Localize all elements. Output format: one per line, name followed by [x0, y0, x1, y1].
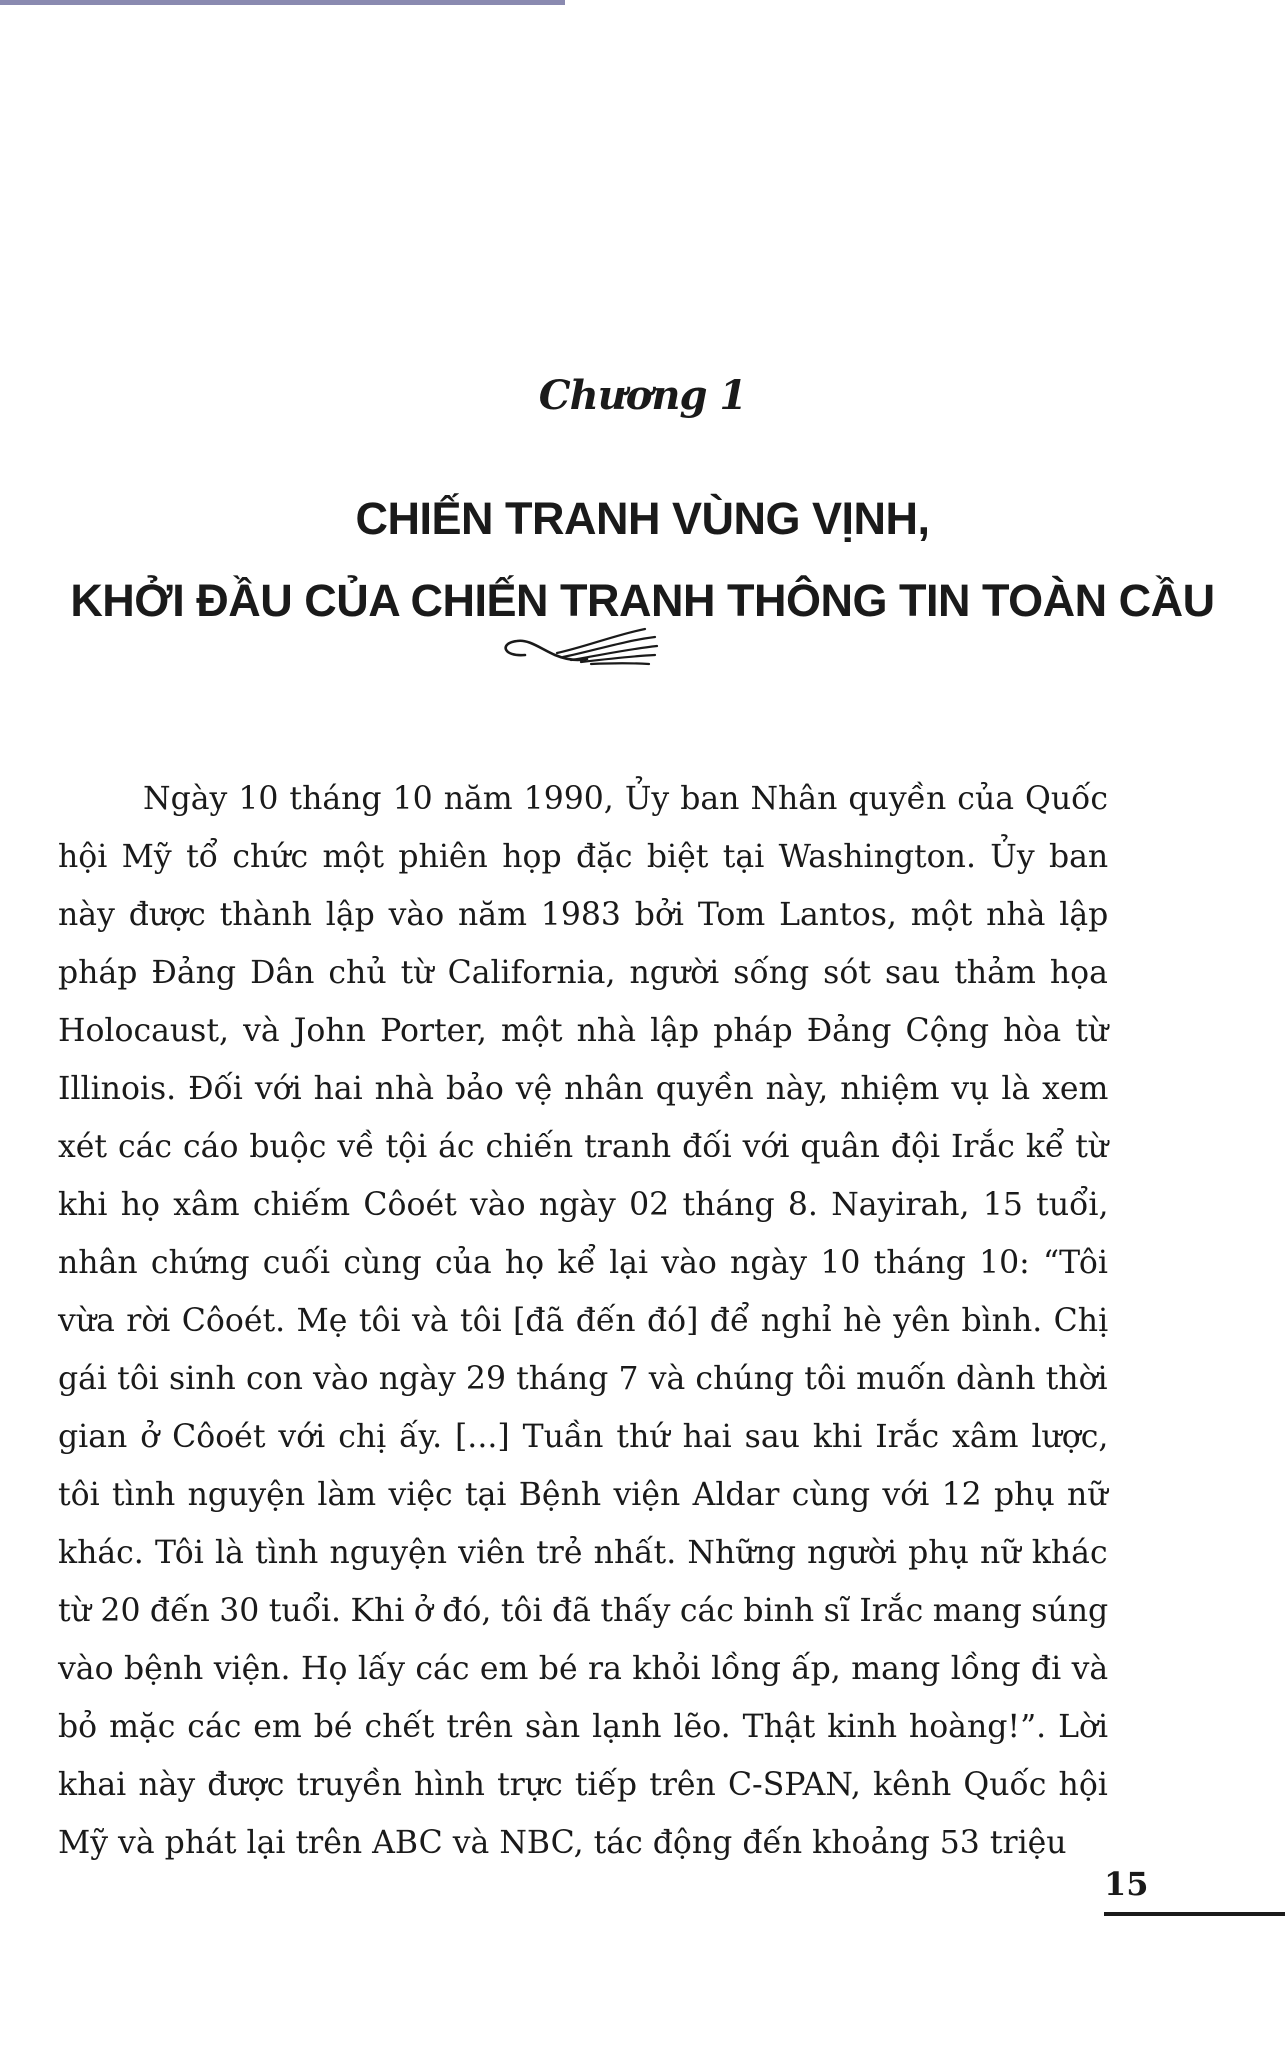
body-line: vừa rời Côoét. Mẹ tôi và tôi [đã đến đó] để nghỉ hè yên bình. Chị — [58, 1303, 1109, 1339]
page-number: 15 — [1104, 1865, 1149, 1903]
body-line: khai này được truyền hình trực tiếp trên C-SPAN, kênh Quốc hội — [58, 1767, 1108, 1803]
body-line: pháp Đảng Dân chủ từ California, người sống sót sau thảm họa — [58, 955, 1108, 991]
chapter-label: Chương 1 — [538, 372, 747, 419]
body-line: gian ở Côoét với chị ấy. [...] Tuần thứ hai sau khi Irắc xâm lược, — [58, 1419, 1109, 1455]
body-line: Mỹ và phát lại trên ABC và NBC, tác động đến khoảng 53 triệu — [58, 1825, 1067, 1861]
body-line: gái tôi sinh con vào ngày 29 tháng 7 và chúng tôi muốn dành thời — [58, 1361, 1108, 1397]
body-line: xét các cáo buộc về tội ác chiến tranh đối với quân đội Irắc kể từ — [58, 1129, 1109, 1165]
body-line: Illinois. Đối với hai nhà bảo vệ nhân quyền này, nhiệm vụ là xem — [58, 1071, 1109, 1107]
body-paragraph — [58, 770, 1108, 1872]
body-line: hội Mỹ tổ chức một phiên họp đặc biệt tại Washington. Ủy ban — [58, 839, 1109, 875]
top-edge-rule — [0, 0, 565, 5]
body-line: này được thành lập vào năm 1983 bởi Tom Lantos, một nhà lập — [58, 897, 1109, 933]
chapter-title — [0, 478, 1285, 642]
body-line: Ngày 10 tháng 10 năm 1990, Ủy ban Nhân quyền của Quốc — [143, 781, 1109, 817]
body-line: Holocaust, và John Porter, một nhà lập pháp Đảng Cộng hòa từ — [58, 1013, 1109, 1049]
body-line: nhân chứng cuối cùng của họ kể lại vào ngày 10 tháng 10: “Tôi — [58, 1245, 1108, 1281]
page-number-rule — [1104, 1912, 1285, 1916]
body-line: từ 20 đến 30 tuổi. Khi ở đó, tôi đã thấy các binh sĩ Irắc mang súng — [58, 1593, 1109, 1629]
body-line: khi họ xâm chiếm Côoét vào ngày 02 tháng 8. Nayirah, 15 tuổi, — [58, 1187, 1109, 1223]
body-line: tôi tình nguyện làm việc tại Bệnh viện Aldar cùng với 12 phụ nữ — [58, 1477, 1108, 1513]
chapter-title-line: KHỞI ĐẦU CỦA CHIẾN TRANH THÔNG TIN TOÀN CẦU — [70, 575, 1215, 626]
body-line: khác. Tôi là tình nguyện viên trẻ nhất. Những người phụ nữ khác — [58, 1535, 1108, 1571]
flourish-ornament-icon — [495, 625, 660, 671]
chapter-title-line: CHIẾN TRANH VÙNG VỊNH, — [355, 493, 930, 544]
body-line: bỏ mặc các em bé chết trên sàn lạnh lẽo. Thật kinh hoàng!”. Lời — [58, 1709, 1109, 1745]
body-line: vào bệnh viện. Họ lấy các em bé ra khỏi lồng ấp, mang lồng đi và — [58, 1651, 1109, 1687]
